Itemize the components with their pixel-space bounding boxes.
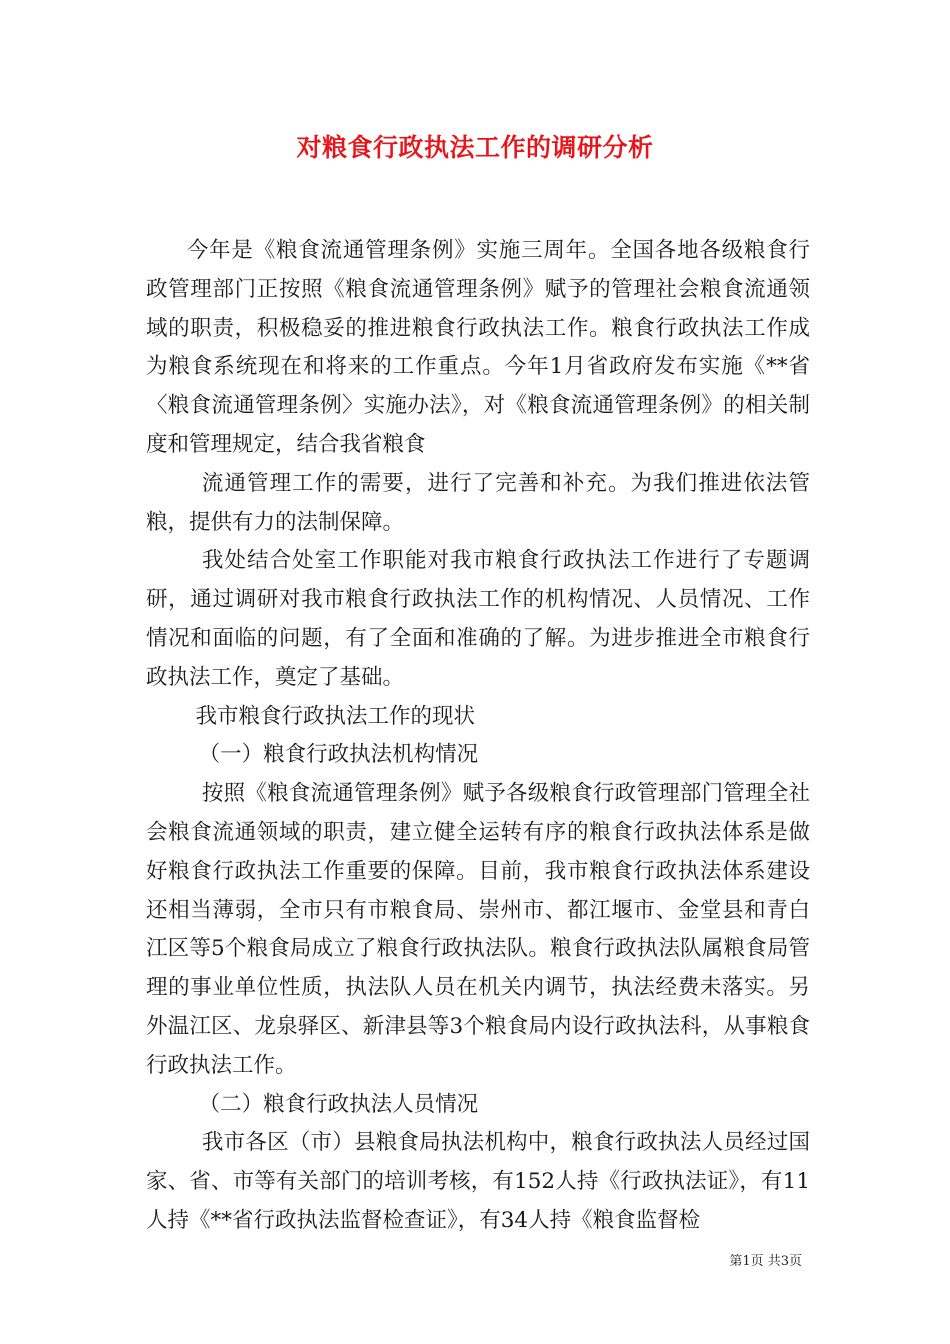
paragraph-personnel: 我市各区（市）县粮食局执法机构中，粮食行政执法人员经过国家、省、市等有关部门的培训考核，有152人持《行政执法证》，有11人持《**省行政执法监督检查证》，有34人持《粮食监督检 <box>146 1130 810 1233</box>
section-heading-status: 我市粮食行政执法工作的现状 <box>195 703 475 729</box>
page-number-footer: 第1页 共3页 <box>729 1254 802 1269</box>
paragraph-agencies: 按照《粮食流通管理条例》赋予各级粮食行政管理部门管理全社会粮食流通领域的职责，建立健全运转有序的粮食行政执法体系是做好粮食行政执法工作重要的保障。目前，我市粮食行政执法体系建设还相当薄弱，全市只有市粮食局、崇州市、都江堰市、金堂县和青白江区等5个粮食局成立了粮食行政执法队。粮食行政执法队属粮食局管理的事业单位性质，执法队人员在机关内调节，执法经费未落实。另外温江区、龙泉驿区、新津县等3个粮食局内设行政执法科，从事粮食行政执法工作。 <box>146 781 810 1078</box>
paragraph-continuation: 流通管理工作的需要，进行了完善和补充。为我们推进依法管粮，提供有力的法制保障。 <box>146 470 810 535</box>
subsection-heading-agencies: （一）粮食行政执法机构情况 <box>198 742 479 768</box>
paragraph-intro: 今年是《粮食流通管理条例》实施三周年。全国各地各级粮食行政管理部门正按照《粮食流通管理条例》赋予的管理社会粮食流通领域的职责，积极稳妥的推进粮食行政执法工作。粮食行政执法工作成为粮食系统现在和将来的工作重点。今年1月省政府发布实施《**省〈粮食流通管理条例〉实施办法》，对《粮食流通管理条例》的相关制度和管理规定，结合我省粮食 <box>146 238 810 457</box>
document-title: 对粮食行政执法工作的调研分析 <box>296 133 654 162</box>
paragraph-research: 我处结合处室工作职能对我市粮食行政执法工作进行了专题调研，通过调研对我市粮食行政执法工作的机构情况、人员情况、工作情况和面临的问题，有了全面和准确的了解。为进步推进全市粮食行政执法工作，奠定了基础。 <box>146 548 810 690</box>
document-body <box>146 232 810 1241</box>
subsection-heading-personnel: （二）粮食行政执法人员情况 <box>198 1091 479 1117</box>
